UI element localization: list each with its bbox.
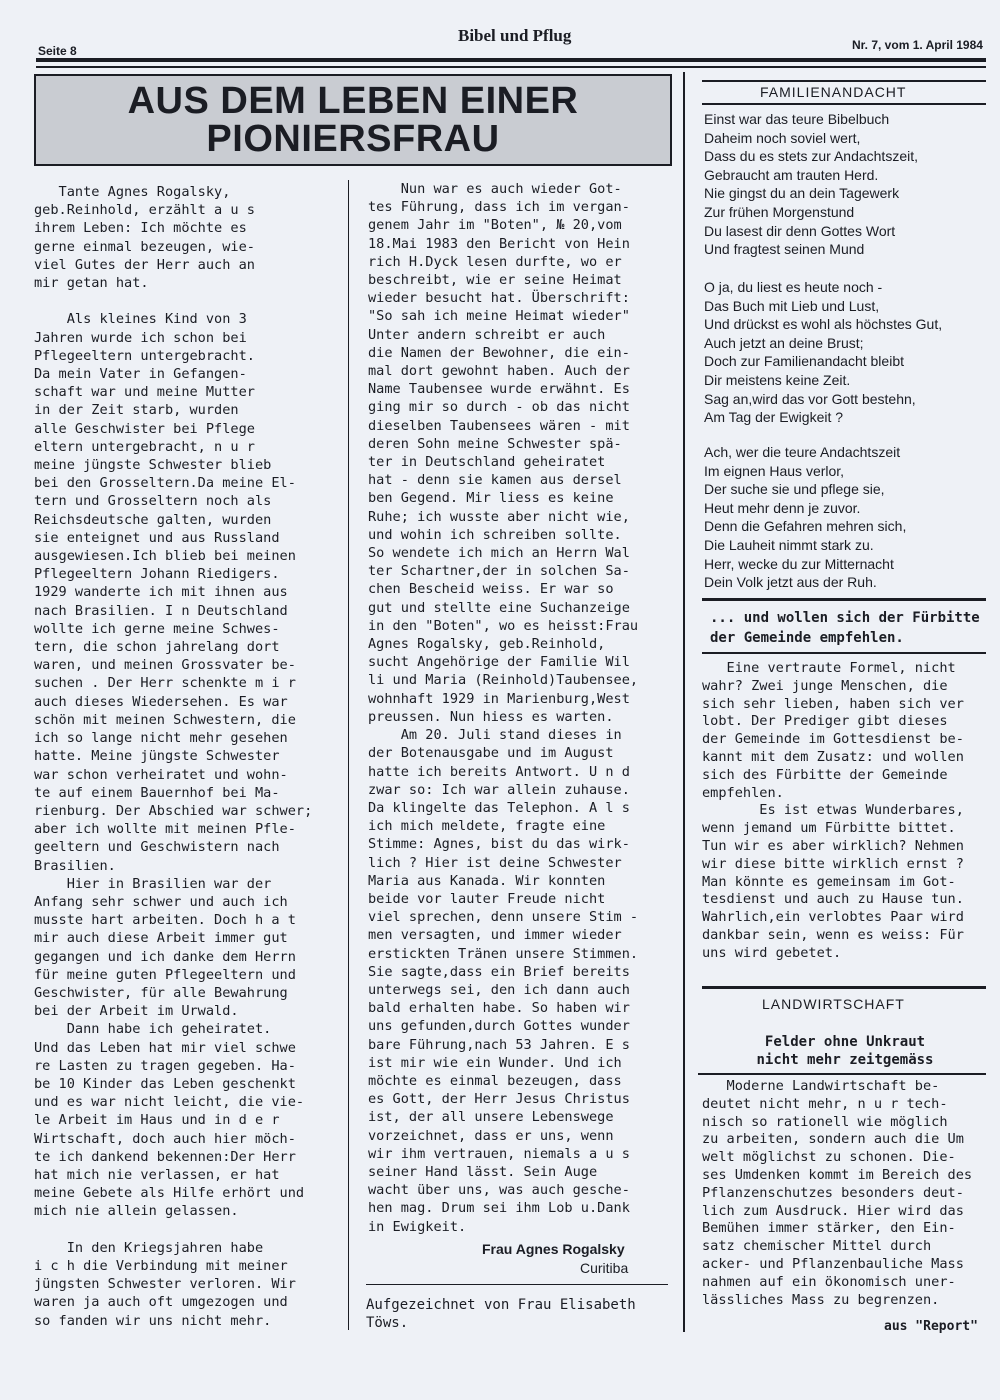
fuerbitte-body: Eine vertraute Formel, nicht wahr? Zwei junge Menschen, die sich sehr lieben, haben sich ver lobt. Der Prediger gibt dieses der Gemeinde im Gottesdienst be- kannt mit dem Zusatz: und wollen sich des Fürbitte der Gemeinde empfehlen. Es ist etwas Wunderbares, wenn jemand um Fürbitte bittet. Tun wir es aber wirklich? Nehmen wir diese bitte wirklich ernst ? Man könnte es gemeinsam im Got- tesdienst und auch zu Hause tun. Wahrlich,ein verlobtes Paar wird dankbar sein, wenn es weiss: Für uns wird gebetet.	[702, 660, 964, 961]
headline	[36, 82, 670, 158]
headline-box	[34, 74, 672, 166]
poem-stanza-1: Einst war das teure Bibelbuch Daheim noch soviel wert, Dass du es stets zur Andachtszeit, Gebraucht am trauten Herd. Nie gingst du an dein Tagewerk Zur frühen Morgenstund Du lasest dir denn Gottes Wort Und fragtest seinen Mund	[704, 111, 918, 258]
column-divider-1	[348, 180, 349, 1330]
familienandacht-title: FAMILIENANDACHT	[760, 84, 907, 100]
fuerbitte-top-rule	[702, 598, 986, 601]
signature-place: Curitiba	[580, 1260, 629, 1276]
masthead-rule-thick	[36, 58, 986, 62]
landwirtschaft-body: Moderne Landwirtschaft be- deutet nicht mehr, n u r tech- nisch so rationell wie möglich zu arbeiten, sondern auch die Um welt möglichst zu schonen. Die- ses Umdenken kommt im Bereich des Pflanzenschutzes besonders deut- lich zum Ausdruck. Hier wird das Bemühen immer stärker, den Ein- satz chemischer Mittel durch acker- und Pflanzenbauliche Mass nahmen auf ein ökonomisch uner- lässliches Mass zu begrenzen.	[702, 1078, 973, 1308]
masthead-rule-thin	[36, 66, 986, 68]
landwirtschaft-subtitle: Felder ohne Unkraut nicht mehr zeitgemäss	[756, 1034, 934, 1068]
landwirtschaft-subtitle-rule	[698, 1073, 986, 1075]
column-divider-2	[683, 72, 685, 1332]
landwirtschaft-top-rule	[702, 986, 986, 989]
landwirtschaft-title: LANDWIRTSCHAFT	[762, 996, 905, 1012]
fuerbitte-title-rule	[702, 652, 986, 654]
poem-stanza-2: O ja, du liest es heute noch - Das Buch mit Lieb und Lust, Und drückst es wohl als höchstes Gut, Auch jetzt an deine Brust; Doch zur Familienandacht bleibt Dir meistens keine Zeit. Sag an,wird das vor Gott bestehn, Am Tag der Ewigkeit ?	[704, 279, 943, 426]
landwirtschaft-credit: aus "Report"	[884, 1319, 978, 1334]
issue-date: Nr. 7, vom 1. April 1984	[852, 38, 983, 52]
poem-stanza-3: Ach, wer die teure Andachtszeit Im eignen Haus verlor, Der suche sie und pflege sie, Heut mehr denn je zuvor. Denn die Gefahren mehren sich, Die Lauheit nimmt stark zu. Herr, wecke du zur Mitternacht Dein Volk jetzt aus der Ruh.	[704, 444, 907, 591]
headline-line-1: AUS DEM LEBEN EINER	[127, 80, 579, 122]
page-number: Seite 8	[38, 44, 77, 58]
signature-name: Frau Agnes Rogalsky	[482, 1241, 625, 1257]
publication-title: Bibel und Pflug	[458, 26, 572, 45]
article-column-2: Nun war es auch wieder Got- tes Führung, dass ich im vergan- genem Jahr im "Boten", № 20,vom 18.Mai 1983 den Bericht von Hein rich H.Dyck lesen durfte, wo er beschreibt, wie er seine Heimat wieder besucht hat. Überschrift: "So sah ich meine Heimat wieder" Unter andern schreibt er auch die Namen der Bewohner, die ein- mal dort gewohnt haben. Auch der Name Taubensee wurde erwähnt. Es ging mir so durch - ob das nicht dieselben Taubensees wären - mit deren Sohn meine Schwester spä- ter in Deutschland geheiratet hat - denn sie kamen aus dersel ben Gegend. Mir liess es keine Ruhe; ich wusste aber nicht wie, und wohin ich schreiben sollte. So wendete ich mich an Herrn Wal ter Schartner,der in solchen Sa- chen Bescheid weiss. Er war so gut und stellte eine Suchanzeige in den "Boten", wo es heisst:Frau Agnes Rogalsky, geb.Reinhold, sucht Angehörige der Familie Wil li und Maria (Reinhold)Taubensee, wohnhaft 1929 in Marienburg,West preussen. Nun hiess es warten. Am 20. Juli stand dieses in der Botenausgabe und im August hatte ich bereits Antwort. U n d zwar so: Ich war allein zuhause. Da klingelte das Telephon. A l s ich mich meldete, fragte eine Stimme: Agnes, bist du das wirk- lich ? Hier ist deine Schwester Maria aus Kanada. Wir konnten beide vor lauter Freude nicht viel sprechen, denn unsere Stim - men versagten, und immer wieder erstickten Tränen unsere Stimmen. Sie sagte,dass ein Brief bereits unterwegs sei, den ich dann auch bald erhalten habe. So haben wir uns gefunden,durch Gottes wunder bare Führung,nach 53 Jahren. E s ist mir wie ein Wunder. Und ich möchte es einmal bezeugen, dass es Gott, der Herr Jesus Christus ist, der all unsere Lebenswege vorzeichnet, dass er uns, wenn wir ihm vertrauen, niemals a u s seiner Hand lässt. Sein Auge wacht über uns, was auch gesche- hen mag. Drum sei ihm Lob u.Dank in Ewigkeit.	[368, 181, 639, 1235]
recorded-by-note: Aufgezeichnet von Frau Elisabeth Töws.	[366, 1297, 636, 1331]
familienandacht-top-rule	[702, 80, 986, 82]
familienandacht-title-rule	[702, 103, 986, 105]
fuerbitte-title: ... und wollen sich der Fürbitte der Gemeinde empfehlen.	[710, 610, 980, 646]
article-column-1: Tante Agnes Rogalsky, geb.Reinhold, erzählt a u s ihrem Leben: Ich möchte es gerne einmal bezeugen, wie- viel Gutes der Herr auch an mir getan hat. Als kleines Kind von 3 Jahren wurde ich schon bei Pflegeeltern untergebracht. Da mein Vater in Gefangen- schaft war und meine Mutter in der Zeit starb, wurden alle Geschwister bei Pflege eltern untergebracht, n u r meine jüngste Schwester blieb bei den Grosseltern.Da meine El- tern und Grosseltern noch als Reichsdeutsche galten, wurden sie enteignet und aus Russland ausgewiesen.Ich blieb bei meinen Pflegeeltern Johann Riedigers. 1929 wanderte ich mit ihnen aus nach Brasilien. I n Deutschland wollte ich gerne meine Schwes- tern, die schon jahrelang dort waren, und meinen Grossvater be- suchen . Der Herr schenkte m i r auch dieses Wiedersehen. Es war schön mit meinen Schwestern, die ich so lange nicht mehr gesehen hatte. Meine jüngste Schwester war schon verheiratet und wohn- te auf einem Bauernhof bei Ma- rienburg. Der Abschied war schwer; aber ich wollte mit meinen Pfle- geeltern und Geschwistern nach Brasilien. Hier in Brasilien war der Anfang sehr schwer und auch ich musste hart arbeiten. Doch h a t mir auch diese Arbeit immer gut gegangen und ich danke dem Herrn für meine guten Pflegeeltern und Geschwister, für alle Bewahrung bei der Arbeit im Urwald. Dann habe ich geheiratet. Und das Leben hat mir viel schwe re Lasten zu tragen gegeben. Ha- be 10 Kinder das Leben geschenkt und es war nicht leicht, die vie- le Arbeit im Haus und in d e r Wirtschaft, doch auch hier möch- te ich dankend bekennen:Der Herr hat mich nie verlassen, er hat meine Gebete als Hilfe erhört und mich nie allein gelassen. In den Kriegsjahren habe i c h die Verbindung mit meiner jüngsten Schwester verloren. Wir waren ja auch oft umgezogen und so fanden wir uns nicht mehr.	[34, 184, 313, 1329]
headline-line-2: PIONIERSFRAU	[206, 118, 500, 160]
signature-rule	[366, 1284, 668, 1285]
